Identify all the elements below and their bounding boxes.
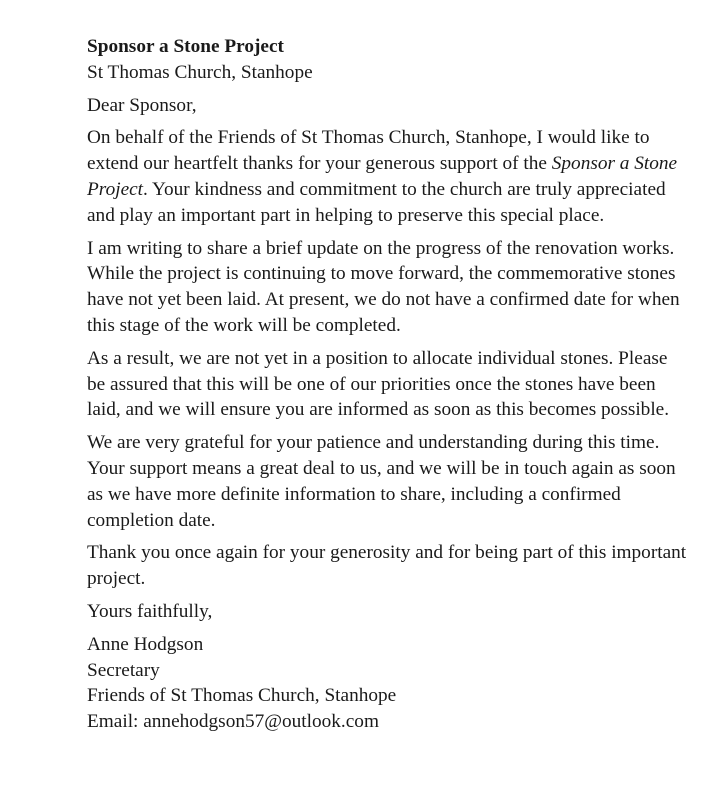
letter-heading [87, 34, 687, 86]
signature-email: Email: annehodgson57@outlook.com [87, 711, 379, 733]
salutation: Dear Sponsor, [87, 94, 197, 116]
letter [87, 34, 687, 735]
paragraph-progress-update: I am writing to share a brief update on the progress of the renovation works. While the project is continuing to move forward, the commemorative stones have not yet been laid. At present, we do not have a confirmed date for when this stage of the work will be completed. [87, 237, 680, 336]
paragraph-final-thanks: Thank you once again for your generosity and for being part of this important project. [87, 542, 687, 590]
paragraph-thanks-start: On behalf of the Friends of St Thomas Church, Stanhope, I would like to extend our heartfelt thanks for your generous support of the [87, 127, 650, 175]
letter-subtitle: St Thomas Church, Stanhope [87, 61, 313, 83]
project-name-italic: Sponsor a Stone Project [87, 153, 678, 200]
closing: Yours faithfully, [87, 600, 213, 622]
signature-name: Anne Hodgson [87, 633, 204, 655]
paragraph-gratitude: We are very grateful for your patience and understanding during this time. Your support means a great deal to us, and we will be in touch again as soon as we have more definite information to share, including a confirmed completion date. [87, 432, 676, 531]
paragraph-allocation: As a result, we are not yet in a position to allocate individual stones. Please be assured that this will be one of our priorities once the stones have been laid, and we will ensure you are informed as soon as this becomes possible. [87, 347, 670, 421]
letter-title: Sponsor a Stone Project [87, 36, 284, 57]
signature-block [87, 632, 687, 735]
paragraph-thanks [87, 125, 687, 228]
signature-role: Secretary [87, 659, 160, 681]
signature-organisation: Friends of St Thomas Church, Stanhope [87, 685, 397, 707]
paragraph-thanks-end: . Your kindness and commitment to the church are truly appreciated and play an important part in helping to preserve this special place. [87, 178, 666, 226]
